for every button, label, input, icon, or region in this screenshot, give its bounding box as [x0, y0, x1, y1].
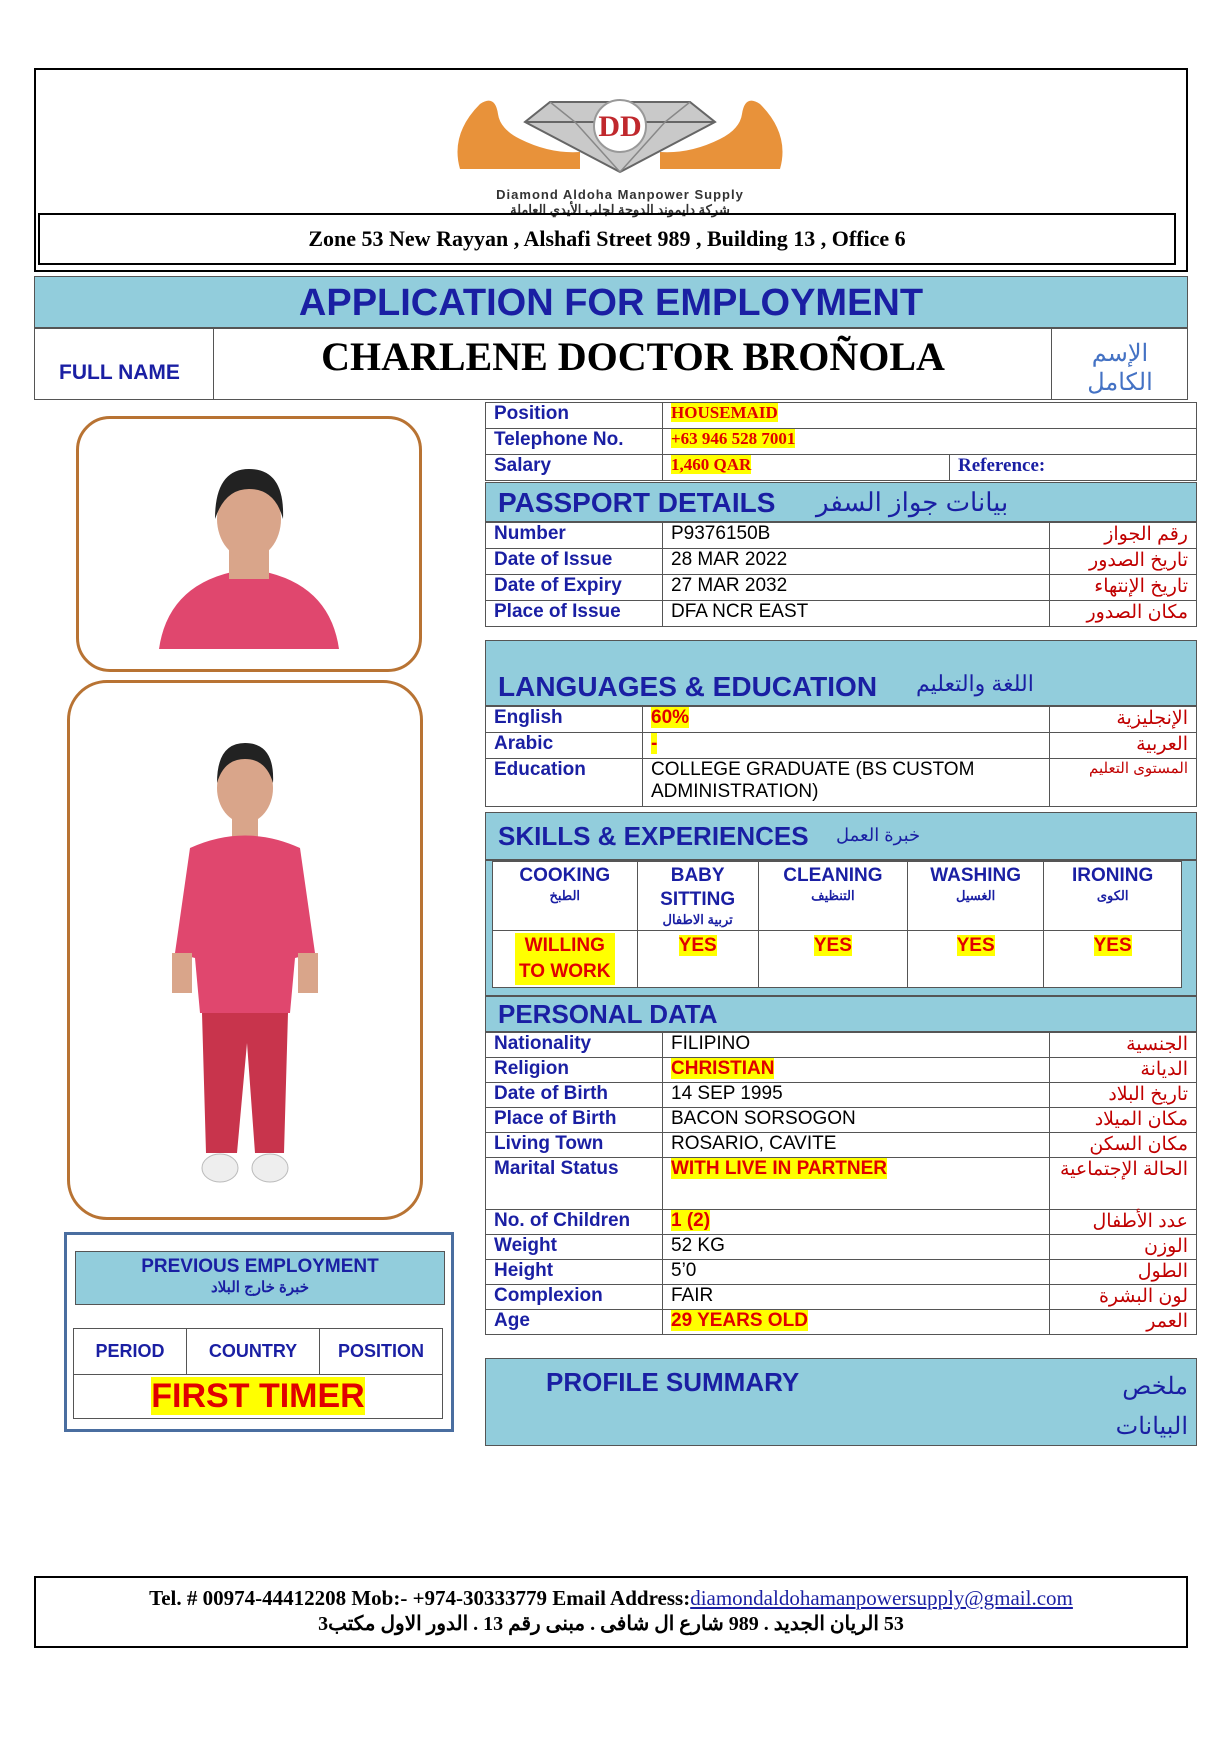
personal-value: 1 (2) — [671, 1210, 711, 1231]
skill-value: YES — [678, 935, 717, 956]
passport-label: Place of Issue — [486, 601, 663, 627]
company-address: Zone 53 New Rayyan , Alshafi Street 989 , Building 13 , Office 6 — [308, 226, 906, 251]
company-name-ar: شركة دايموند الدوحة لجلب الأيدي العاملة — [510, 202, 730, 217]
previous-employment-title: PREVIOUS EMPLOYMENT — [141, 1256, 379, 1277]
personal-row — [486, 1285, 1197, 1310]
personal-label: Living Town — [486, 1133, 663, 1158]
personal-row — [486, 1058, 1197, 1083]
skill-name: BABY SITTING — [660, 865, 736, 910]
logo-hands-diamond-icon — [440, 74, 800, 174]
portrait-photo — [76, 416, 422, 672]
salary-value: 1,460 QAR — [671, 455, 752, 474]
personal-label-ar: عدد الأطفال — [1050, 1210, 1197, 1235]
passport-row — [486, 549, 1197, 575]
personal-label-ar: لون البشرة — [1050, 1285, 1197, 1310]
language-label: English — [486, 707, 643, 733]
languages-table — [485, 706, 1197, 807]
column-country: COUNTRY — [187, 1329, 320, 1375]
personal-value: 14 SEP 1995 — [671, 1083, 783, 1104]
personal-value: ROSARIO, CAVITE — [671, 1133, 837, 1154]
full-body-figure-icon — [70, 683, 420, 1217]
passport-value: 27 MAR 2032 — [671, 575, 788, 596]
passport-label-ar: مكان الصدور — [1050, 601, 1197, 627]
telephone-label: Telephone No. — [486, 429, 663, 455]
personal-row — [486, 1310, 1197, 1335]
passport-value: DFA NCR EAST — [671, 601, 809, 622]
personal-label: Date of Birth — [486, 1083, 663, 1108]
skill-name-ar: الغسيل — [956, 888, 996, 903]
full-name-label: FULL NAME — [59, 361, 180, 384]
personal-label-ar: العمر — [1050, 1310, 1197, 1335]
passport-label: Number — [486, 523, 663, 549]
footer-email-link[interactable]: diamondaldohamanpowersupply@gmail.com — [690, 1586, 1073, 1610]
personal-row — [486, 1235, 1197, 1260]
personal-label: Height — [486, 1260, 663, 1285]
full-name-row — [34, 328, 1188, 400]
skill-name-ar: تربية الاطفال — [662, 912, 733, 927]
reference-label: Reference: — [950, 455, 1197, 481]
telephone-value: +63 946 528 7001 — [671, 429, 796, 448]
personal-label: No. of Children — [486, 1210, 663, 1235]
personal-value: BACON SORSOGON — [671, 1108, 856, 1129]
personal-label-ar: الحالة الإجتماعية — [1050, 1158, 1197, 1210]
column-period: PERIOD — [74, 1329, 187, 1375]
profile-summary-heading-ar: ملخص البيانات — [1115, 1373, 1188, 1440]
full-name-value: CHARLENE DOCTOR BROÑOLA — [321, 334, 945, 379]
personal-label-ar: الجنسية — [1050, 1033, 1197, 1058]
passport-label-ar: رقم الجواز — [1050, 523, 1197, 549]
personal-table — [485, 1032, 1197, 1335]
personal-label: Nationality — [486, 1033, 663, 1058]
passport-label-ar: تاريخ الإنتهاء — [1050, 575, 1197, 601]
column-position: POSITION — [320, 1329, 443, 1375]
personal-row — [486, 1260, 1197, 1285]
passport-row — [486, 601, 1197, 627]
footer-box — [34, 1576, 1188, 1648]
skill-value: YES — [956, 935, 995, 956]
passport-heading-bar — [485, 482, 1197, 522]
skill-name: WASHING — [930, 865, 1022, 886]
personal-label-ar: مكان الميلاد — [1050, 1108, 1197, 1133]
passport-label: Date of Issue — [486, 549, 663, 575]
company-name-en: Diamond Aldoha Manpower Supply — [496, 187, 744, 202]
personal-value: 52 KG — [671, 1235, 725, 1256]
personal-label-ar: تاريخ البلاد — [1050, 1083, 1197, 1108]
personal-row — [486, 1133, 1197, 1158]
title-bar — [34, 276, 1188, 328]
skill-value: YES — [1093, 935, 1132, 956]
skill-name-ar: التنظيف — [811, 888, 855, 903]
personal-value: 29 YEARS OLD — [671, 1310, 808, 1331]
salary-label: Salary — [486, 455, 663, 481]
personal-heading: PERSONAL DATA — [498, 999, 718, 1029]
language-label-ar: المستوى التعليم — [1050, 759, 1197, 807]
passport-table — [485, 522, 1197, 627]
personal-heading-bar — [485, 996, 1197, 1032]
full-name-label-ar: الإسم الكامل — [1087, 340, 1153, 396]
skills-heading-ar: خبرة العمل — [836, 825, 921, 845]
personal-label-ar: الوزن — [1050, 1235, 1197, 1260]
language-label: Education — [486, 759, 643, 807]
personal-label-ar: مكان السكن — [1050, 1133, 1197, 1158]
languages-heading: LANGUAGES & EDUCATION — [498, 671, 878, 702]
skill-value: WILLING TO WORK — [515, 933, 615, 985]
skill-name-ar: الكوى — [1096, 888, 1129, 903]
personal-label: Place of Birth — [486, 1108, 663, 1133]
skills-table — [492, 861, 1182, 988]
passport-heading: PASSPORT DETAILS — [498, 487, 776, 518]
personal-label: Age — [486, 1310, 663, 1335]
personal-value: FAIR — [671, 1285, 714, 1306]
language-value: 60% — [651, 707, 690, 728]
skill-header — [493, 862, 638, 931]
skill-name: IRONING — [1072, 865, 1154, 886]
portrait-figure-icon — [79, 419, 419, 669]
personal-label-ar: الديانة — [1050, 1058, 1197, 1083]
passport-row — [486, 575, 1197, 601]
personal-label: Weight — [486, 1235, 663, 1260]
personal-value: CHRISTIAN — [671, 1058, 775, 1079]
passport-row — [486, 523, 1197, 549]
skill-name: COOKING — [519, 865, 611, 886]
personal-label: Marital Status — [486, 1158, 663, 1210]
footer-contact: Tel. # 00974-44412208 Mob:- +974-30333779 Email Address: — [149, 1586, 691, 1610]
previous-employment-table — [73, 1328, 443, 1419]
language-label-ar: العربية — [1050, 733, 1197, 759]
personal-label: Complexion — [486, 1285, 663, 1310]
job-table — [485, 402, 1197, 481]
skills-heading-bar — [485, 812, 1197, 860]
skill-value: YES — [813, 935, 852, 956]
previous-employment-box — [64, 1232, 454, 1432]
language-row — [486, 707, 1197, 733]
skill-header — [758, 862, 907, 931]
company-logo — [440, 74, 800, 217]
profile-summary-box — [485, 1358, 1197, 1446]
address-box — [38, 213, 1176, 265]
personal-row — [486, 1158, 1197, 1210]
skill-header — [908, 862, 1044, 931]
languages-heading-bar — [485, 640, 1197, 706]
position-label: Position — [486, 403, 663, 429]
first-timer-value: FIRST TIMER — [151, 1377, 365, 1415]
previous-employment-title-ar: خبرة خارج البلاد — [211, 1279, 309, 1296]
skill-header — [1044, 862, 1182, 931]
personal-label: Religion — [486, 1058, 663, 1083]
passport-label: Date of Expiry — [486, 575, 663, 601]
profile-summary-heading: PROFILE SUMMARY — [546, 1367, 800, 1397]
full-body-photo — [67, 680, 423, 1220]
language-value: - — [651, 733, 658, 754]
passport-value: 28 MAR 2022 — [671, 549, 788, 570]
personal-value: 5’0 — [671, 1260, 697, 1281]
skills-grid-wrapper — [485, 860, 1197, 996]
personal-row — [486, 1108, 1197, 1133]
personal-label-ar: الطول — [1050, 1260, 1197, 1285]
page-title: APPLICATION FOR EMPLOYMENT — [298, 282, 924, 324]
languages-heading-ar: اللغة والتعليم — [916, 671, 1034, 696]
skill-name: CLEANING — [783, 865, 883, 886]
language-row — [486, 759, 1197, 807]
previous-employment-header — [75, 1251, 445, 1305]
passport-heading-ar: بيانات جواز السفر — [816, 487, 1009, 517]
language-value: COLLEGE GRADUATE (BS CUSTOM ADMINISTRATION) — [651, 759, 975, 802]
svg-text:DD: DD — [598, 110, 642, 143]
personal-value: FILIPINO — [671, 1033, 751, 1054]
personal-row — [486, 1083, 1197, 1108]
skill-name-ar: الطبخ — [549, 888, 581, 903]
language-row — [486, 733, 1197, 759]
language-label-ar: الإنجليزية — [1050, 707, 1197, 733]
passport-label-ar: تاريخ الصدور — [1050, 549, 1197, 575]
personal-value: WITH LIVE IN PARTNER — [671, 1158, 888, 1179]
personal-row — [486, 1210, 1197, 1235]
personal-row — [486, 1033, 1197, 1058]
passport-value: P9376150B — [671, 523, 771, 544]
skill-header — [637, 862, 758, 931]
footer-address-ar: 53 الريان الجديد . 989 شارع ال شافى . مبنى رقم 13 . الدور الاول مكتب3 — [318, 1613, 904, 1635]
position-value: HOUSEMAID — [671, 403, 778, 422]
details-panel — [485, 402, 1197, 1446]
skills-heading: SKILLS & EXPERIENCES — [498, 821, 809, 851]
language-label: Arabic — [486, 733, 643, 759]
